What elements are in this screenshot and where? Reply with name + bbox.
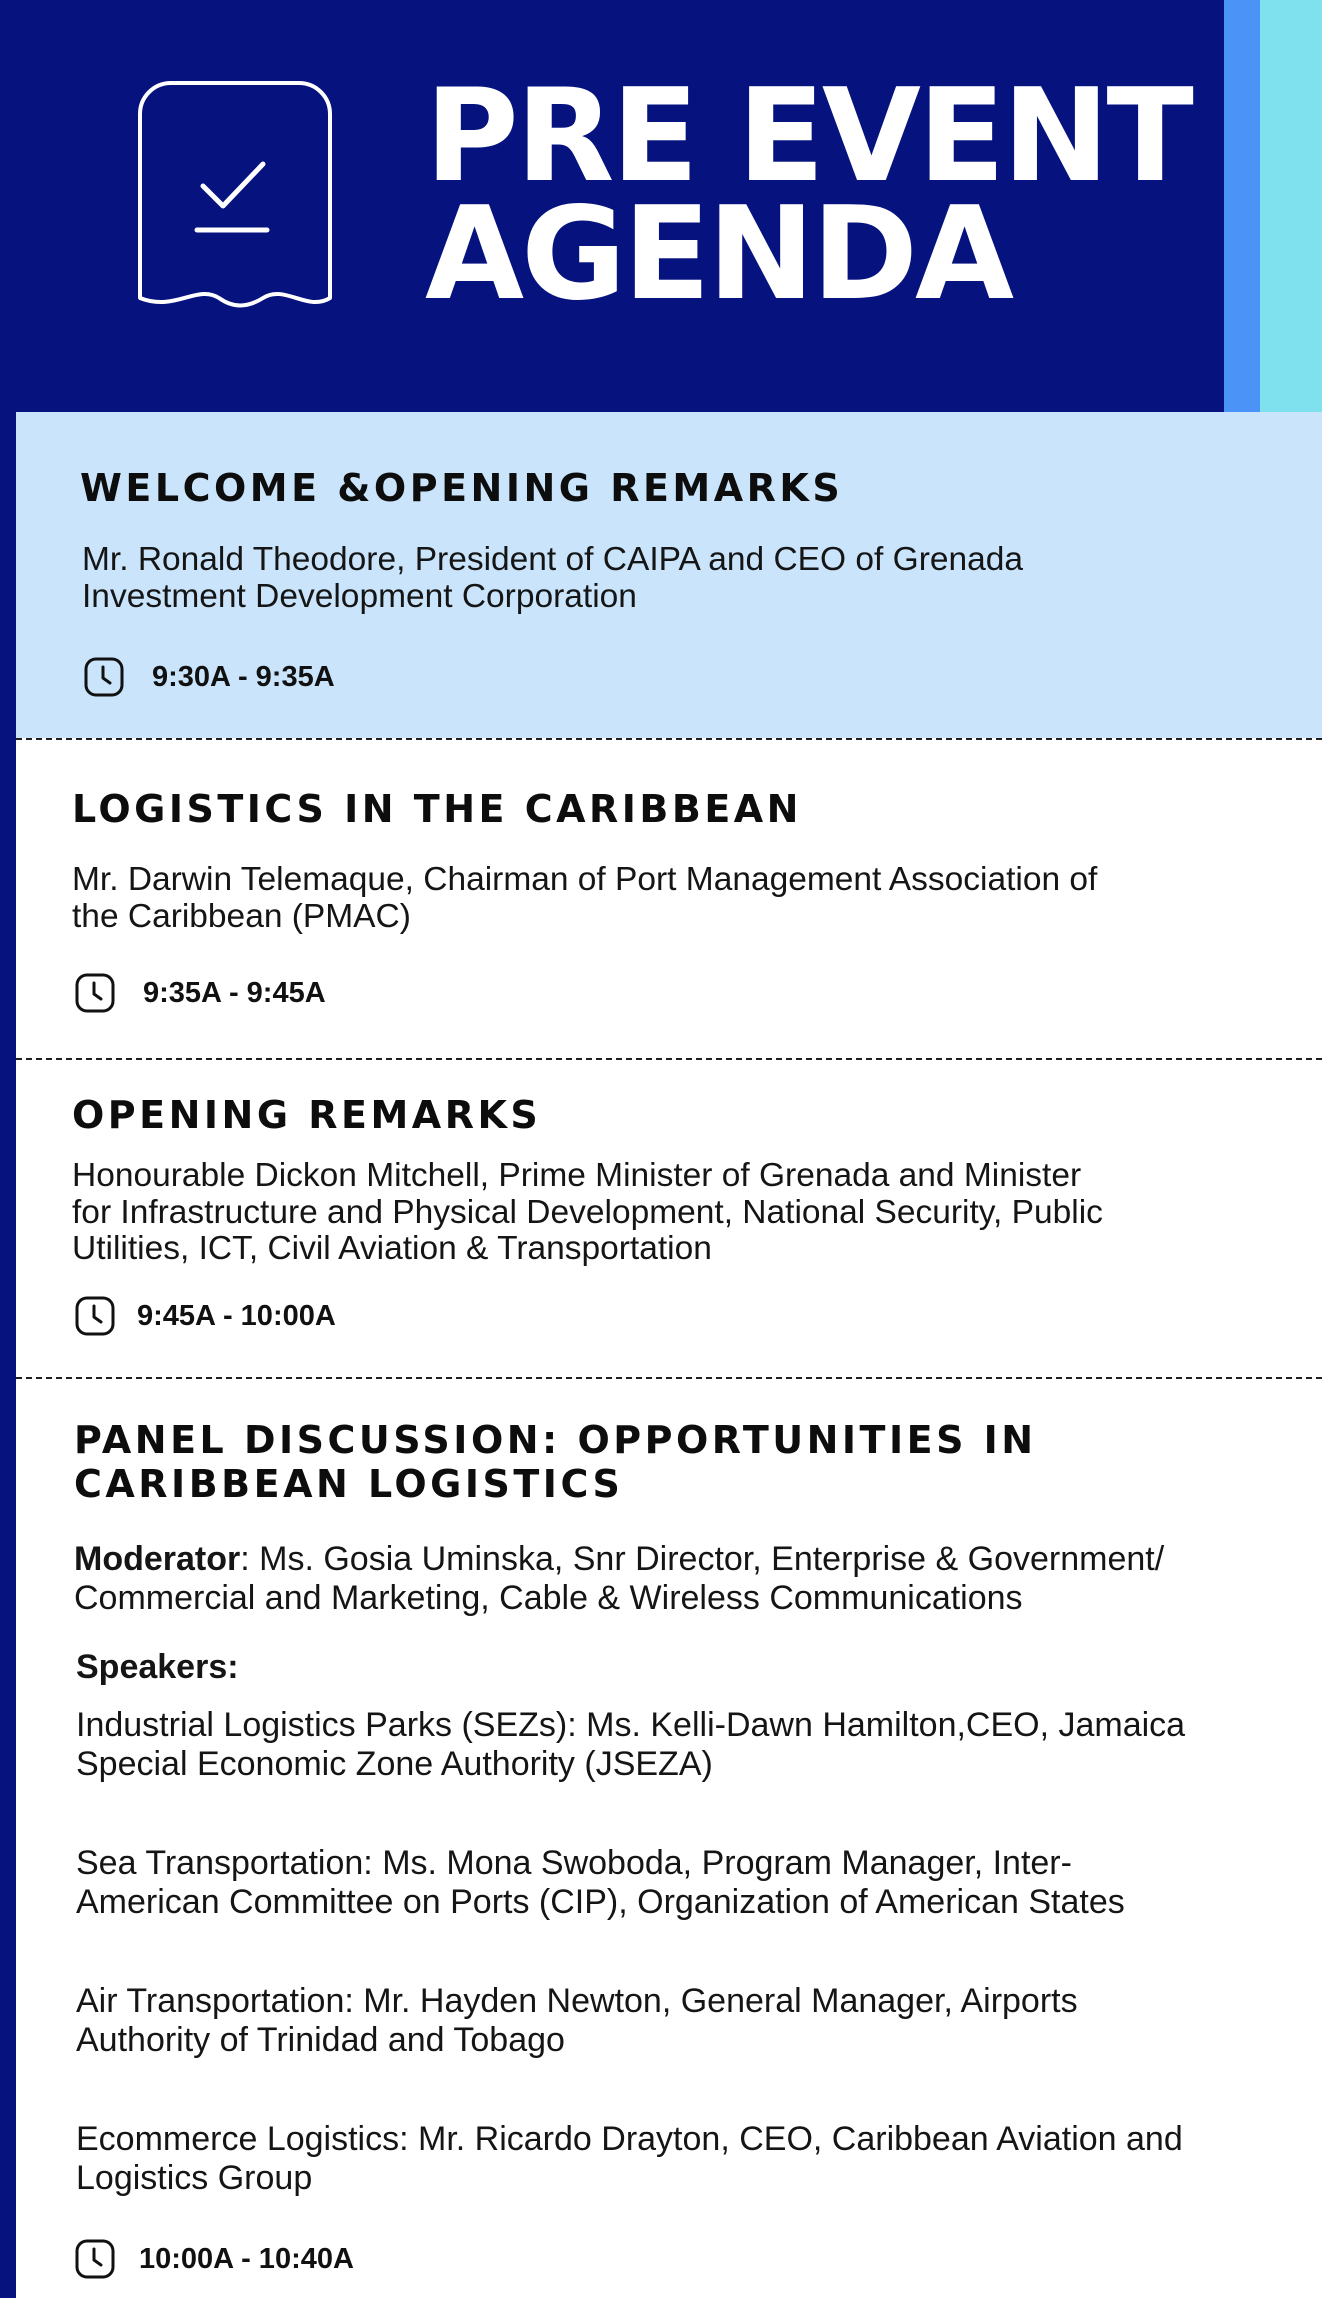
- speaker-4-line-1: : Mr. Ricardo Drayton, CEO, Caribbean Aviation and: [399, 2120, 1183, 2158]
- clock-icon: [75, 2239, 115, 2279]
- session-4-time: [75, 2237, 354, 2281]
- agenda-checklist-icon: [137, 80, 333, 316]
- speaker-3-line-1: : Mr. Hayden Newton, General Manager, Airports: [344, 1982, 1078, 2020]
- session-3-time-text: 9:45A - 10:00A: [137, 1299, 336, 1332]
- speaker-4-label: Ecommerce Logistics: [76, 2120, 400, 2158]
- speakers-heading: Speakers:: [76, 1648, 239, 1686]
- speaker-1-label: Industrial Logistics Parks (SEZs): [76, 1706, 568, 1744]
- session-4-title: [74, 1418, 1037, 1506]
- session-2-time-text: 9:35A - 9:45A: [143, 976, 326, 1009]
- session-2-line-2: the Caribbean (PMAC): [72, 897, 411, 935]
- session-3-line-1: Honourable Dickon Mitchell, Prime Minister of Grenada and Minister: [72, 1157, 1082, 1194]
- session-4-title-line-1: PANEL DISCUSSION: OPPORTUNITIES IN: [74, 1418, 1037, 1462]
- session-3-line-3: Utilities, ICT, Civil Aviation & Transportation: [72, 1230, 712, 1267]
- session-1-line-2: Investment Development Corporation: [82, 577, 637, 615]
- session-1-description: [82, 542, 1023, 615]
- speaker-1-line-1: : Ms. Kelli-Dawn Hamilton,CEO, Jamaica: [567, 1706, 1186, 1744]
- session-3-time: [75, 1294, 336, 1338]
- speaker-entry: [76, 2120, 1183, 2197]
- speaker-entry: [76, 1844, 1125, 1921]
- session-4-time-text: 10:00A - 10:40A: [139, 2242, 354, 2275]
- session-4-title-line-2: CARIBBEAN LOGISTICS: [74, 1462, 624, 1506]
- session-3-title: OPENING REMARKS: [72, 1093, 542, 1137]
- clock-icon: [75, 973, 115, 1013]
- session-2-description: [72, 862, 1097, 935]
- speaker-3-label: Air Transportation: [76, 1982, 345, 2020]
- page-title-line-1: PRE EVENT: [425, 62, 1191, 211]
- session-2-title: LOGISTICS IN THE CARIBBEAN: [72, 787, 802, 831]
- session-1-time-text: 9:30A - 9:35A: [152, 660, 335, 693]
- speaker-3-line-2: Authority of Trinidad and Tobago: [76, 2020, 565, 2059]
- accent-stripe-blue: [1224, 0, 1260, 412]
- left-border-bar: [0, 412, 16, 2298]
- speaker-1-line-2: Special Economic Zone Authority (JSEZA): [76, 1744, 713, 1783]
- session-3-line-2: for Infrastructure and Physical Development, National Security, Public: [72, 1193, 1103, 1231]
- page-title-line-2: AGENDA: [425, 180, 1011, 329]
- clock-icon: [84, 657, 124, 697]
- speaker-entry: [76, 1706, 1185, 1783]
- speaker-entry: [76, 1982, 1078, 2059]
- divider-1: [16, 738, 1322, 740]
- agenda-header: [0, 0, 1224, 412]
- session-1-line-1: Mr. Ronald Theodore, President of CAIPA and CEO of Grenada: [82, 541, 1024, 578]
- speaker-2-line-2: American Committee on Ports (CIP), Organization of American States: [76, 1882, 1125, 1921]
- moderator-line-1: : Ms. Gosia Uminska, Snr Director, Enterprise & Government/: [240, 1540, 1165, 1578]
- accent-stripe-cyan: [1260, 0, 1322, 412]
- moderator-line-2: Commercial and Marketing, Cable & Wireless Communications: [74, 1578, 1023, 1617]
- page-title: [425, 62, 1191, 329]
- session-2-time: [75, 971, 326, 1015]
- clock-icon: [75, 1296, 115, 1336]
- divider-3: [16, 1377, 1322, 1379]
- moderator-label: Moderator: [74, 1540, 241, 1578]
- moderator-entry: [74, 1540, 1164, 1617]
- divider-2: [16, 1058, 1322, 1060]
- speaker-2-label: Sea Transportation: [76, 1844, 364, 1882]
- speaker-2-line-1: : Ms. Mona Swoboda, Program Manager, Inter-: [363, 1844, 1072, 1882]
- speaker-4-line-2: Logistics Group: [76, 2158, 313, 2197]
- session-1-title: WELCOME &OPENING REMARKS: [80, 466, 844, 510]
- session-1-time: [84, 655, 335, 699]
- session-2-line-1: Mr. Darwin Telemaque, Chairman of Port Management Association of: [72, 861, 1098, 898]
- session-3-description: [72, 1158, 1103, 1268]
